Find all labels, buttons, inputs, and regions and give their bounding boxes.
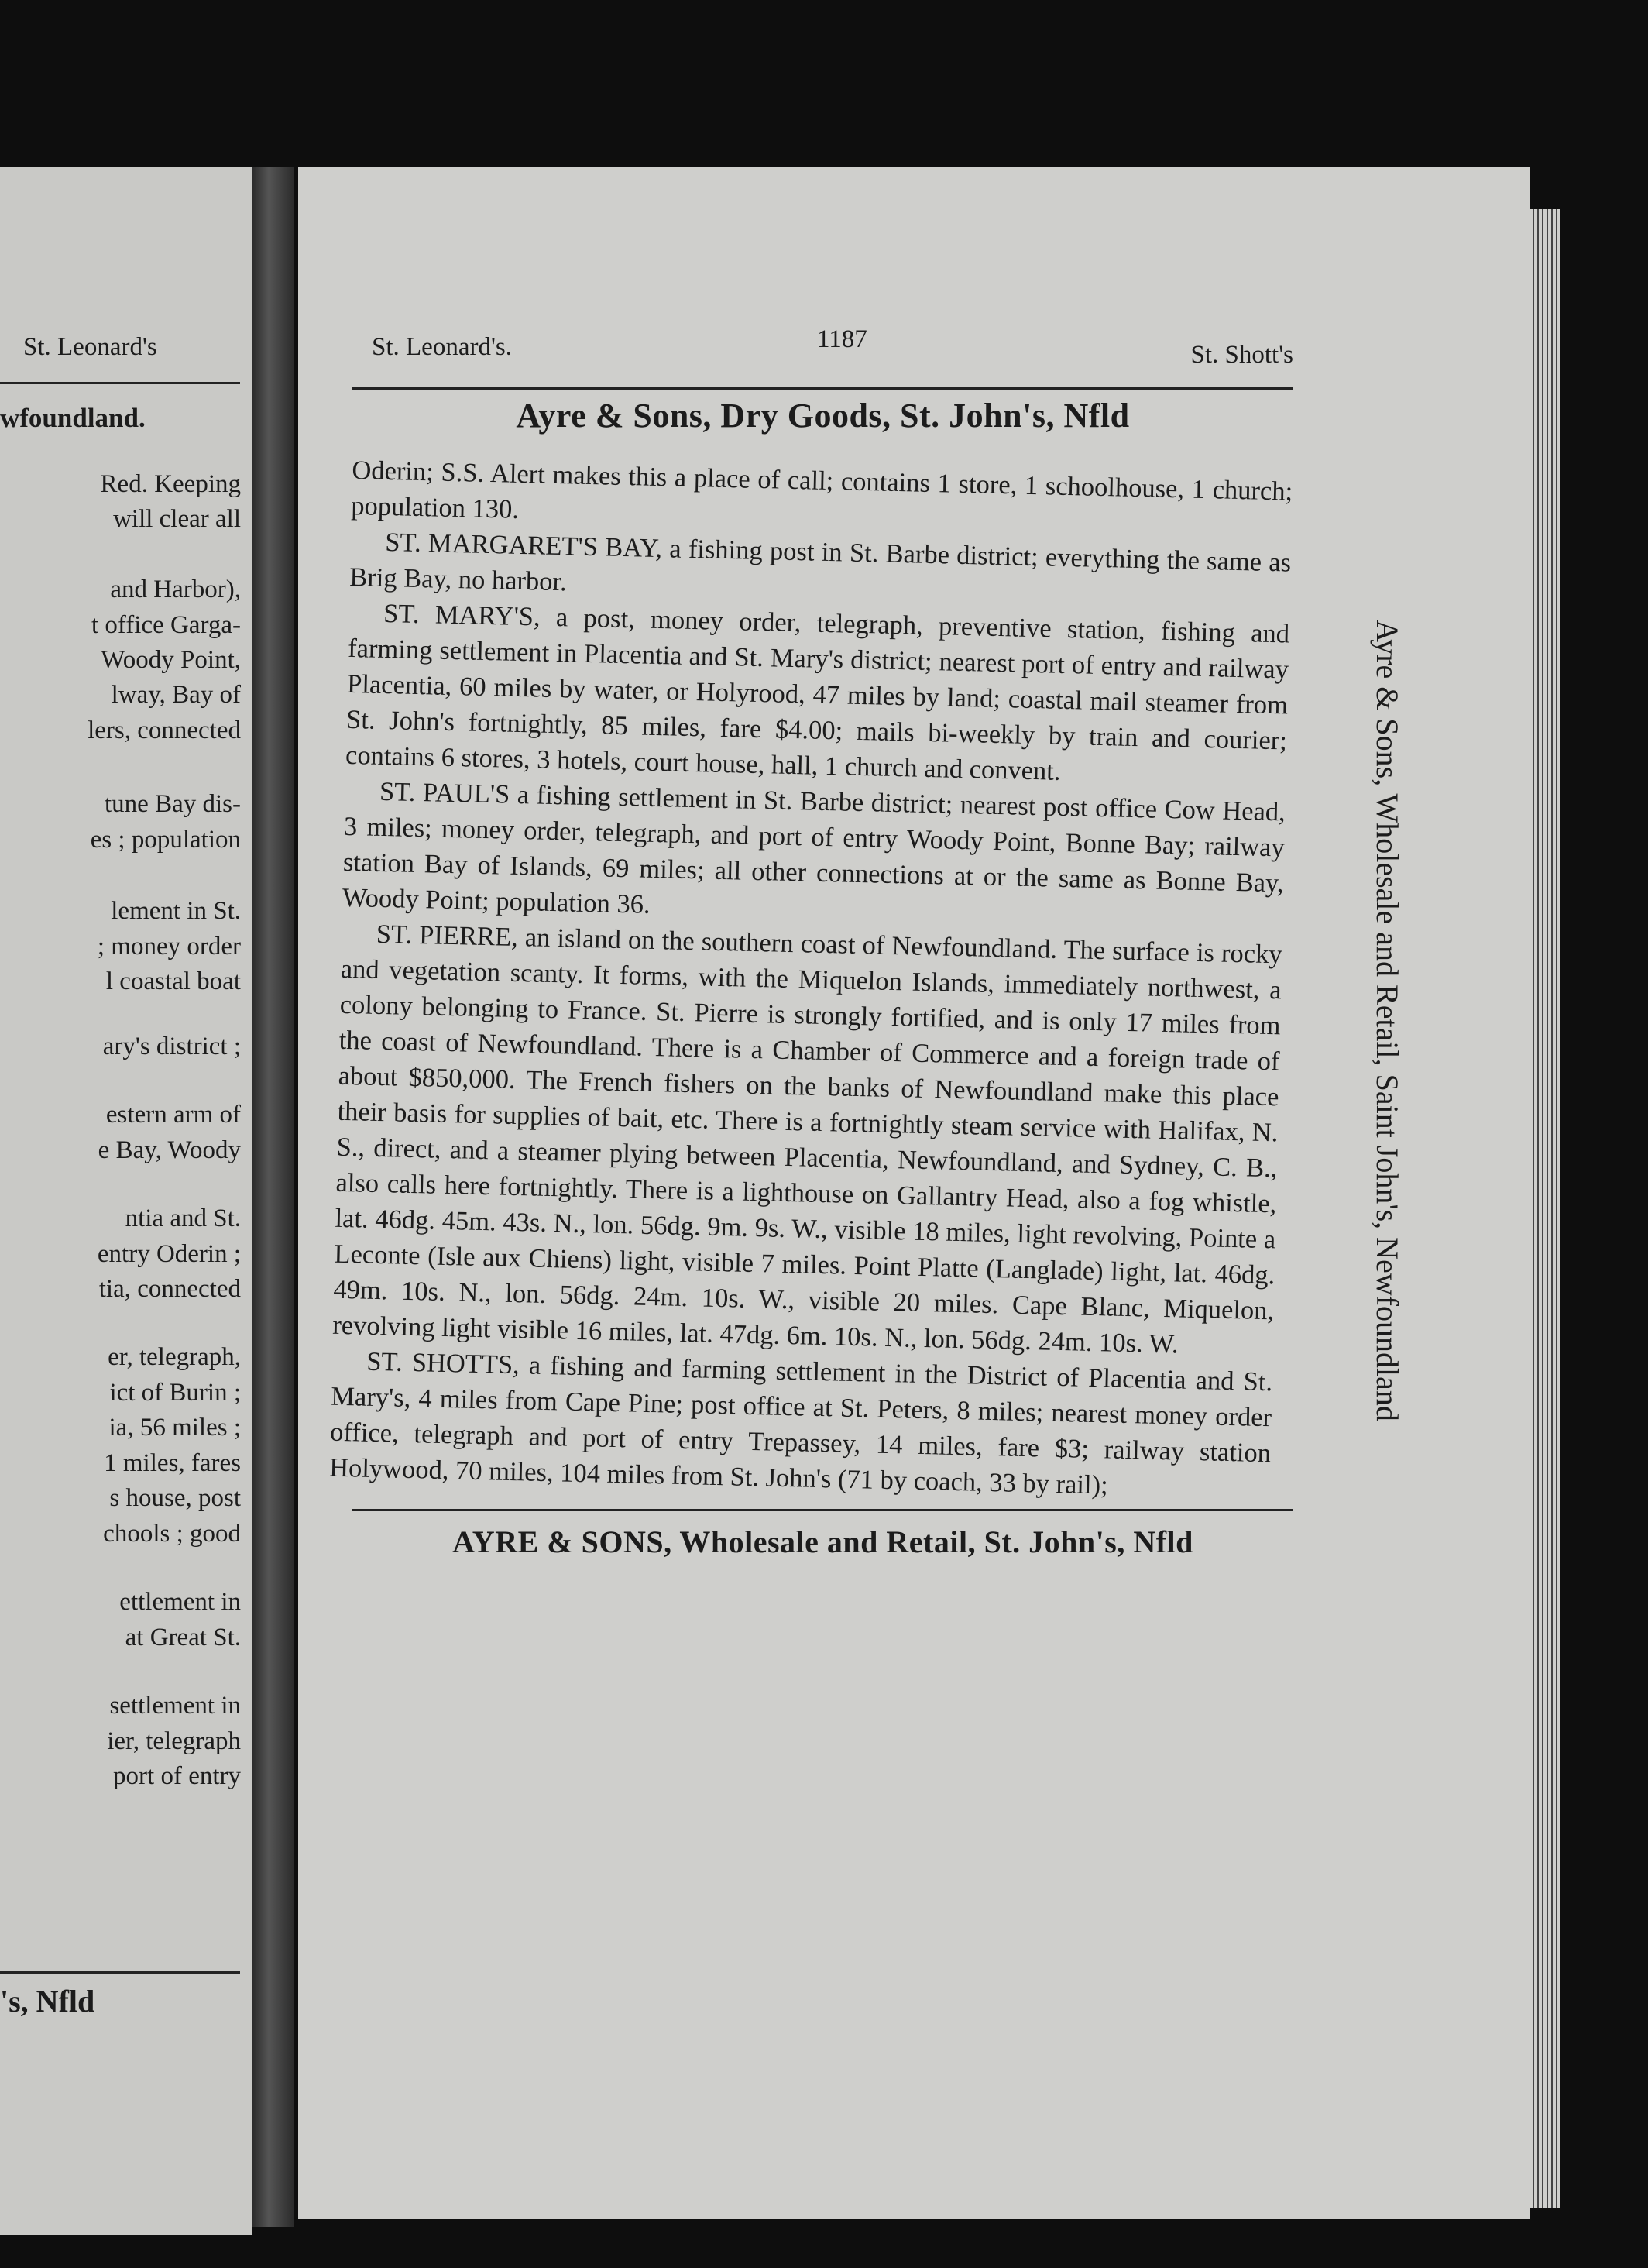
left-line-fragment: Red. Keeping xyxy=(100,470,241,498)
left-line-fragment: lement in St. xyxy=(111,897,241,925)
left-line-fragment: chools ; good xyxy=(103,1520,241,1548)
left-line-fragment: will clear all xyxy=(113,505,241,533)
left-line-fragment: lway, Bay of xyxy=(111,681,241,709)
entry-paragraph: ST. MARY'S, a post, money order, telegraph, preventive station, fishing and farming settlement in Placentia and St. Mary's district; nearest port of entry and railway Placentia, 60 miles by water, or Holyrood, 47 miles by land; coastal mail steamer from St. John's fortnightly, 85 miles, fare $4.00; mails bi-weekly by train and courier; contains 6 stores, 3 hotels, court house, hall, 1 church and convent. xyxy=(345,598,1290,786)
running-head-left: St. Leonard's. xyxy=(372,333,513,361)
left-line-fragment: settlement in xyxy=(109,1692,241,1720)
book-gutter xyxy=(252,167,294,2227)
footer-rule xyxy=(352,1509,1293,1511)
footer-advert: AYRE & SONS, Wholesale and Retail, St. John's, Nfld xyxy=(452,1524,1193,1559)
left-line-fragment: es ; population xyxy=(90,826,241,854)
header-rule xyxy=(352,387,1293,390)
left-line-fragment: ia, 56 miles ; xyxy=(108,1414,241,1442)
left-line-fragment: estern arm of xyxy=(105,1101,241,1129)
running-head-right: St. Shott's xyxy=(1190,341,1293,369)
page-edges xyxy=(1530,209,1560,2208)
left-line-fragment: tia, connected xyxy=(98,1275,241,1303)
entry-paragraph: Oderin; S.S. Alert makes this a place of call; contains 1 store, 1 schoolhouse, 1 church; population 130. xyxy=(351,455,1293,524)
left-line-fragment: at Great St. xyxy=(125,1624,241,1651)
left-page-subheader: wfoundland. xyxy=(0,403,146,433)
left-page-footer: 's, Nfld xyxy=(0,1984,95,2019)
left-line-fragment: tune Bay dis- xyxy=(105,790,241,818)
left-line-fragment: ; money order xyxy=(97,933,241,960)
left-line-fragment: lers, connected xyxy=(88,716,241,744)
left-line-fragment: ier, telegraph xyxy=(107,1727,241,1755)
left-line-fragment: t office Garga- xyxy=(91,611,241,639)
left-page-bottom-rule xyxy=(0,1971,240,1974)
left-line-fragment: ict of Burin ; xyxy=(109,1379,241,1407)
entry-paragraph: ST. SHOTTS, a fishing and farming settlement in the District of Placentia and St. Mary's, 4 miles from Cape Pine; post office at St. Peters, 8 miles; nearest money order office, telegraph and port of entry Trepassey, 14 miles, fare $3; railway station Holywood, 70 miles, 104 miles from St. John's (71 by coach, 33 by rail); xyxy=(328,1346,1273,1500)
page-content xyxy=(328,325,1293,1560)
left-line-fragment: entry Oderin ; xyxy=(97,1240,241,1268)
left-page-running-head: St. Leonard's xyxy=(23,333,157,361)
running-head xyxy=(352,325,1293,369)
left-facing-page xyxy=(0,167,252,2235)
left-line-fragment: ary's district ; xyxy=(102,1033,241,1060)
left-line-fragment: e Bay, Woody xyxy=(98,1136,241,1164)
entry-paragraph: ST. MARGARET'S BAY, a fishing post in St. Barbe district; everything the same as Brig Bay, no harbor. xyxy=(348,527,1292,597)
left-line-fragment: and Harbor), xyxy=(110,576,241,603)
side-advert: Ayre & Sons, Wholesale and Retail, Saint John's, Newfoundland xyxy=(1370,620,1405,1421)
entry-paragraph: ST. PIERRE, an island on the southern coast of Newfoundland. The surface is rocky and vegetation scanty. It forms, with the Miquelon Islands, immediately northwest, a colony belonging to France. St. Pierre is strongly fortified, and is only 17 miles from the coast of Newfoundland. There is a Chamber of Commerce and a foreign trade of about $850,000. The French fishers on the banks of Newfoundland make this place their basis for supplies of bait, etc. There is a fortnightly steam service with Halifax, N. S., direct, and a steamer plying between Placentia, Newfoundland, and Sydney, C. B., also calls here fortnightly. There is a lighthouse on Gallantry Head, also a fog whistle, lat. 46dg. 45m. 43s. N., lon. 56dg. 9m. 9s. W., visible 18 miles, light revolving, Pointe a Leconte (Isle aux Chiens) light, visible 7 miles. Point Platte (Langlade) light, lat. 46dg. 49m. 10s. N., lon. 56dg. 24m. 10s. W., visible 20 miles. Cape Blanc, Miquelon, revolving light visible 16 miles, lat. 47dg. 6m. 10s. N., lon. 56dg. 24m. 10s. W. xyxy=(332,919,1283,1359)
page-number: 1187 xyxy=(817,325,867,353)
left-line-fragment: l coastal boat xyxy=(105,967,241,995)
directory-entries xyxy=(329,452,1293,1507)
left-line-fragment: Woody Point, xyxy=(101,646,241,674)
left-line-fragment: er, telegraph, xyxy=(108,1343,241,1371)
entry-paragraph: ST. PAUL'S a fishing settlement in St. Barbe district; nearest post office Cow Head, 3 miles; money order, telegraph, and port of entry Woody Point, Bonne Bay; railway station Bay of Islands, 69 miles; all other connections at or the same as Bonne Bay, Woody Point; population 36. xyxy=(342,776,1286,919)
left-line-fragment: port of entry xyxy=(113,1762,241,1790)
left-line-fragment: s house, post xyxy=(109,1484,241,1512)
left-page-rule xyxy=(0,382,240,384)
left-line-fragment: ettlement in xyxy=(119,1588,241,1616)
left-line-fragment: 1 miles, fares xyxy=(104,1449,241,1477)
advert-banner: Ayre & Sons, Dry Goods, St. John's, Nfld xyxy=(516,397,1130,435)
left-line-fragment: ntia and St. xyxy=(125,1204,241,1232)
